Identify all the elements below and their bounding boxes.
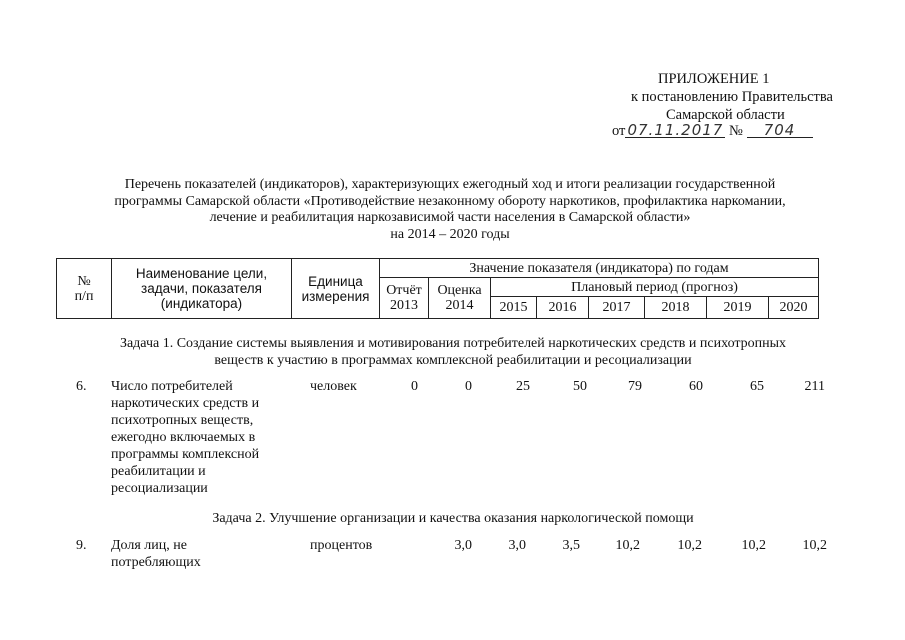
row-name-line: реабилитации и	[111, 464, 206, 479]
header-name-cell	[112, 259, 292, 319]
header-unit-cell	[292, 259, 380, 319]
row-name-line: ресоциализации	[111, 481, 208, 496]
row-value-2014: 3,0	[454, 538, 472, 553]
header-unit-line: измерения	[301, 288, 370, 304]
row-number: 6.	[76, 379, 87, 394]
row-value-2018: 10,2	[677, 538, 702, 553]
handwritten-number: 704	[747, 123, 813, 138]
row-value-2018: 60	[689, 379, 703, 394]
header-plan-period: Плановый период (прогноз)	[491, 278, 819, 297]
header-estimate-cell	[429, 278, 491, 319]
header-year-2015: 2015	[491, 297, 537, 319]
row-value-2017: 10,2	[615, 538, 640, 553]
header-number-cell	[57, 259, 112, 319]
document-heading	[70, 177, 830, 243]
handwritten-date: 07.11.2017	[625, 123, 725, 138]
row-value-2019: 10,2	[741, 538, 766, 553]
row-name	[111, 537, 287, 571]
header-year-2019: 2019	[707, 297, 769, 319]
row-name-line: Число потребителей	[111, 379, 233, 394]
appendix-resolution-line: к постановлению Правительства	[631, 89, 833, 105]
row-name-line: ежегодно включаемых в	[111, 430, 256, 445]
row-name-line: потребляющих	[111, 555, 201, 570]
appendix-date-line	[612, 123, 813, 139]
row-value-2020: 211	[804, 379, 825, 394]
number-sign: №	[729, 123, 743, 139]
row-value-2016: 50	[573, 379, 587, 394]
heading-line: программы Самарской области «Противодействие незаконному обороту наркотиков, профилактика наркомании,	[114, 193, 786, 209]
header-estimate-label: Оценка	[437, 283, 482, 298]
task-1-heading	[40, 335, 866, 369]
indicator-table-header	[56, 258, 819, 319]
header-name-line: (индикатора)	[160, 296, 243, 311]
row-value-2020: 10,2	[802, 538, 827, 553]
header-estimate-year: 2014	[445, 298, 474, 313]
header-name-line: задачи, показателя	[141, 281, 262, 296]
header-year-2017: 2017	[589, 297, 645, 319]
header-year-2018: 2018	[645, 297, 707, 319]
header-report-cell	[380, 278, 429, 319]
header-report-year: 2013	[390, 298, 418, 313]
heading-line: Перечень показателей (индикаторов), характеризующих ежегодный ход и итоги реализации государственной	[124, 177, 776, 192]
header-year-2020: 2020	[769, 297, 819, 319]
row-value-2014: 0	[465, 379, 472, 394]
task-line: веществ к участию в программах комплексной реабилитации и ресоциализации	[214, 353, 692, 368]
row-name	[111, 378, 287, 497]
row-name-line: Доля лиц, не	[111, 538, 187, 553]
header-number-sign: №	[77, 273, 91, 289]
row-value-2015: 3,0	[508, 538, 526, 553]
row-value-2019: 65	[750, 379, 764, 394]
row-name-line: программы комплексной	[111, 447, 260, 462]
row-number: 9.	[76, 538, 87, 553]
header-number-abbr: п/п	[74, 288, 94, 304]
task-line: Задача 1. Создание системы выявления и мотивирования потребителей наркотических средств и психотропных	[119, 336, 787, 351]
row-value-2016: 3,5	[562, 538, 580, 553]
heading-line: на 2014 – 2020 годы	[390, 226, 510, 242]
heading-line: лечение и реабилитация наркозависимой части населения в Самарской области»	[209, 210, 691, 225]
task-2-heading: Задача 2. Улучшение организации и качества оказания наркологической помощи	[212, 511, 694, 526]
appendix-region-line: Самарской области	[666, 107, 785, 123]
row-unit: процентов	[310, 538, 373, 553]
row-value-2013: 0	[411, 379, 418, 394]
row-unit: человек	[310, 379, 357, 394]
row-name-line: наркотических средств и	[111, 396, 260, 411]
row-value-2015: 25	[516, 379, 530, 394]
header-unit-line: Единица	[308, 273, 363, 289]
header-report-label: Отчёт	[386, 283, 422, 298]
date-prefix: от	[612, 123, 626, 139]
header-name-line: Наименование цели,	[135, 266, 268, 281]
appendix-title: ПРИЛОЖЕНИЕ 1	[658, 71, 770, 87]
row-name-line: психотропных веществ,	[111, 413, 254, 428]
row-value-2017: 79	[628, 379, 642, 394]
header-values-group: Значение показателя (индикатора) по годам	[380, 259, 819, 278]
header-year-2016: 2016	[537, 297, 589, 319]
